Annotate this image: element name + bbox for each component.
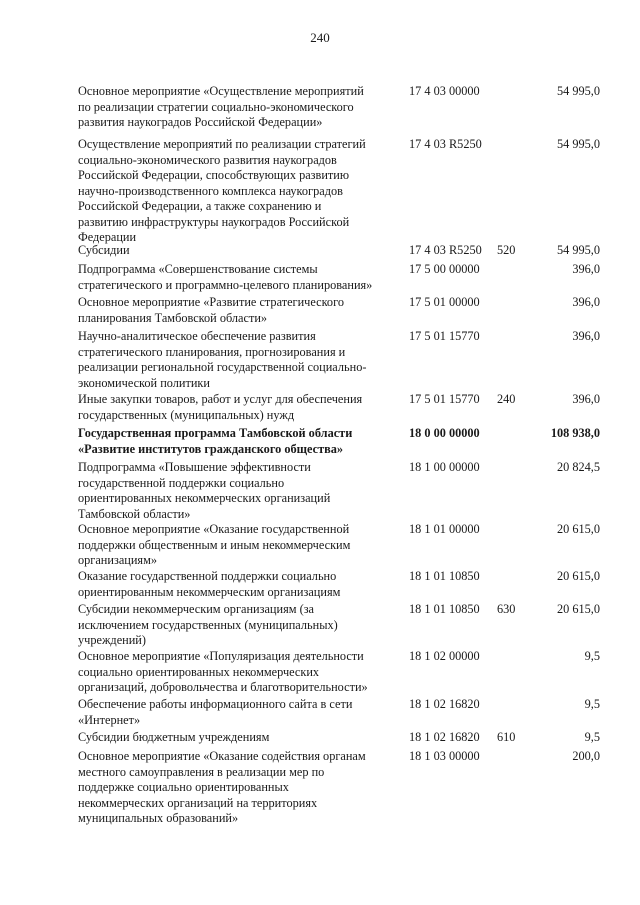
row-amount: 108 938,0 (550, 426, 600, 440)
row-amount: 20 824,5 (556, 460, 600, 474)
row-amount: 9,5 (584, 649, 600, 663)
row-amount: 200,0 (572, 749, 600, 763)
row-name: Основное мероприятие «Развитие стратегического планирования Тамбовской области» (78, 295, 344, 325)
row-name: Основное мероприятие «Оказание содействия органам местного самоуправления в реализации мер по поддержке социально ориентированных некоммерческих организаций на территориях муниципальных образований» (78, 749, 366, 825)
row-code: 18 1 02 16820 (409, 730, 480, 744)
row-code: 18 1 01 10850 (409, 569, 480, 583)
row-code: 18 1 03 00000 (409, 749, 480, 763)
row-name: Оказание государственной поддержки социально ориентированным некоммерческим организациям (78, 569, 341, 599)
row-name: Основное мероприятие «Осуществление мероприятий по реализации стратегии социально-экономического развития наукоградов Российской Федерации» (78, 84, 364, 129)
row-amount: 9,5 (584, 730, 600, 744)
row-amount: 20 615,0 (556, 569, 600, 583)
row-name: Государственная программа Тамбовской области «Развитие институтов гражданского общества» (78, 426, 353, 456)
row-code: 18 1 01 00000 (409, 522, 480, 536)
row-expense-type: 610 (497, 730, 516, 744)
row-expense-type: 520 (497, 243, 516, 257)
row-code: 17 4 03 R5250 (409, 137, 482, 151)
row-name: Субсидии бюджетным учреждениям (78, 730, 270, 744)
row-name: Научно-аналитическое обеспечение развития стратегического планирования, прогнозирования и реализации региональной государственной социально- экономической политики (78, 329, 367, 390)
page-number: 240 (310, 30, 330, 45)
row-name: Осуществление мероприятий по реализации стратегий социально-экономического развития наукоградов Российской Федерации, способствующих развитию научно-производственного комплекса наукоградов Российской Федерации, а также сохранению и развитию инфраструктуры наукоградов Российской Федерации (78, 137, 366, 244)
row-code: 18 1 02 00000 (409, 649, 480, 663)
row-amount: 20 615,0 (556, 602, 600, 616)
row-amount: 396,0 (572, 262, 600, 276)
row-code: 18 1 02 16820 (409, 697, 480, 711)
row-code: 17 4 03 R5250 (409, 243, 482, 257)
row-amount: 54 995,0 (556, 84, 600, 98)
row-amount: 396,0 (572, 295, 600, 309)
row-code: 17 5 01 15770 (409, 329, 480, 343)
row-name: Подпрограмма «Повышение эффективности государственной поддержки социально ориентированных некоммерческих организаций Тамбовской области» (78, 460, 331, 521)
row-name: Субсидии (78, 243, 130, 257)
row-code: 18 1 00 00000 (409, 460, 480, 474)
row-code: 17 5 00 00000 (409, 262, 480, 276)
row-amount: 20 615,0 (556, 522, 600, 536)
row-amount: 396,0 (572, 329, 600, 343)
row-amount: 54 995,0 (556, 243, 600, 257)
row-amount: 9,5 (584, 697, 600, 711)
row-name: Подпрограмма «Совершенствование системы стратегического и программно-целевого планирования» (78, 262, 373, 292)
row-name: Основное мероприятие «Оказание государственной поддержки общественным и иным некоммерческим организациям» (78, 522, 351, 567)
row-name: Субсидии некоммерческим организациям (за исключением государственных (муниципальных) учреждений) (78, 602, 338, 647)
row-code: 17 5 01 15770 (409, 392, 480, 406)
row-name: Иные закупки товаров, работ и услуг для обеспечения государственных (муниципальных) нужд (78, 392, 363, 422)
row-code: 17 5 01 00000 (409, 295, 480, 309)
row-expense-type: 630 (497, 602, 516, 616)
row-amount: 396,0 (572, 392, 600, 406)
row-code: 17 4 03 00000 (409, 84, 480, 98)
row-name: Основное мероприятие «Популяризация деятельности социально ориентированных некоммерческих организаций, добровольчества и благотворительности» (78, 649, 368, 694)
row-name: Обеспечение работы информационного сайта в сети «Интернет» (78, 697, 353, 727)
row-amount: 54 995,0 (556, 137, 600, 151)
row-code: 18 1 01 10850 (409, 602, 480, 616)
row-code: 18 0 00 00000 (409, 426, 480, 440)
row-expense-type: 240 (497, 392, 516, 406)
